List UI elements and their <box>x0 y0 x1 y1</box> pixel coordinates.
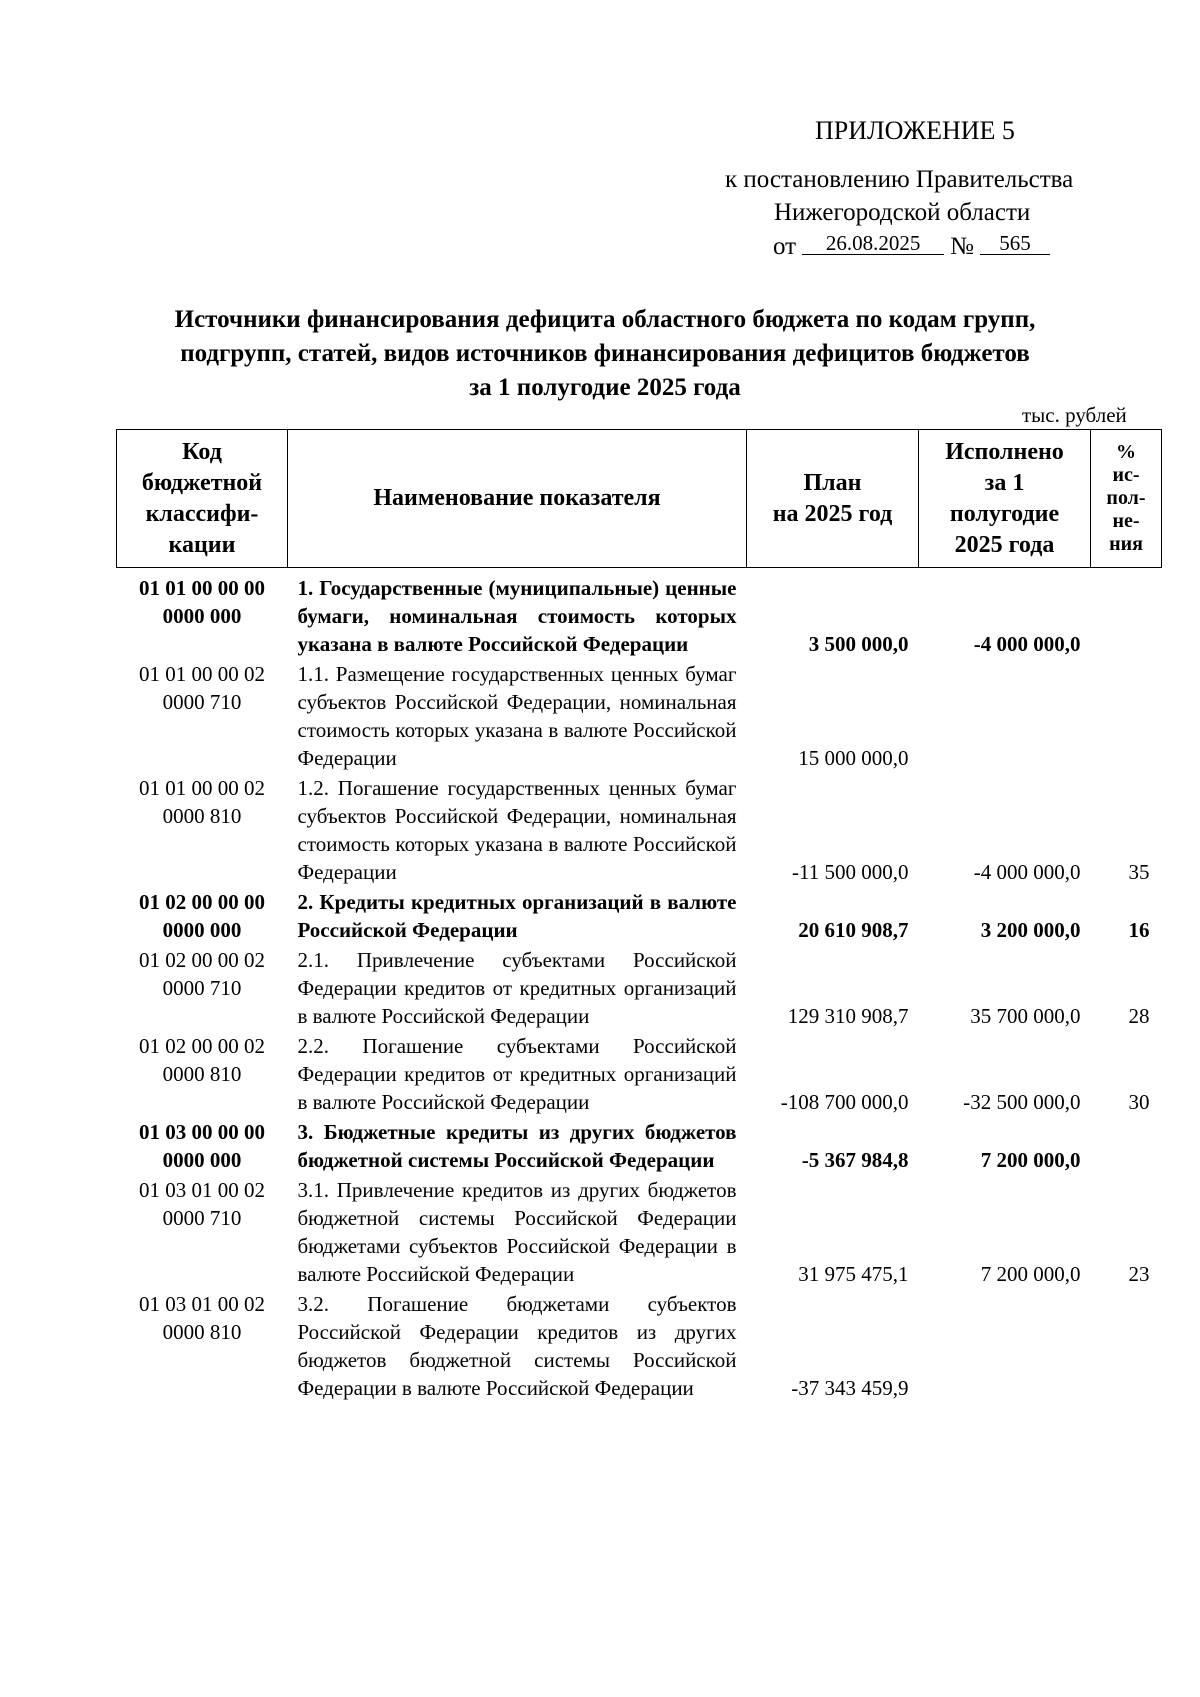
row-percent <box>1091 658 1162 772</box>
row-plan: -11 500 000,0 <box>792 860 909 884</box>
row-name: 1. Государственные (муниципальные) ценные бумаги, номинальная стоимость которых указана в валюте Российской Федерации <box>297 576 737 656</box>
row-plan: 20 610 908,7 <box>798 918 909 942</box>
row-executed <box>919 1288 1091 1402</box>
row-executed: 3 200 000,0 <box>980 918 1081 942</box>
row-plan: 31 975 475,1 <box>798 1262 909 1286</box>
row-percent: 16 <box>1128 918 1150 942</box>
row-executed: 35 700 000,0 <box>970 1004 1081 1028</box>
units-label: тыс. рублей <box>1022 403 1127 427</box>
region-name: Нижегородской области <box>774 199 1031 226</box>
table-header-row <box>117 430 1162 568</box>
title-line-1: Источники финансирования дефицита областного бюджета по кодам групп, <box>174 306 1036 333</box>
row-name: 3. Бюджетные кредиты из других бюджетов бюджетной системы Российской Федерации <box>297 1120 737 1172</box>
from-label: от <box>773 233 797 260</box>
row-code: 01 03 01 00 02 0000 710 <box>139 1178 265 1230</box>
table-body <box>117 568 1162 1403</box>
row-percent <box>1091 1288 1162 1402</box>
row-executed: -4 000 000,0 <box>973 860 1081 884</box>
row-plan: -37 343 459,9 <box>791 1376 909 1400</box>
row-name: 2.1. Привлечение субъектами Российской Федерации кредитов от кредитных организаций в валюте Российской Федерации <box>297 948 737 1028</box>
row-percent <box>1091 1116 1162 1174</box>
row-percent: 28 <box>1128 1004 1150 1028</box>
row-name: 2.2. Погашение субъектами Российской Федерации кредитов от кредитных организаций в валюте Российской Федерации <box>297 1034 737 1114</box>
row-name: 3.2. Погашение бюджетами субъектов Российской Федерации кредитов из других бюджетов бюджетной системы Российской Федерации в валюте Российской Федерации <box>297 1292 737 1400</box>
title-line-3: за 1 полугодие 2025 года <box>469 374 741 401</box>
resolution-date: 26.08.2025 <box>802 232 944 255</box>
row-percent: 35 <box>1128 860 1150 884</box>
table-row <box>117 658 1162 772</box>
resolution-date-line <box>773 232 1050 261</box>
row-executed <box>919 658 1091 772</box>
header-percent: % ис- пол- не- ния <box>1091 430 1162 568</box>
row-code: 01 02 00 00 02 0000 810 <box>139 1034 265 1086</box>
row-code: 01 03 01 00 02 0000 810 <box>139 1292 265 1344</box>
row-percent <box>1091 568 1162 659</box>
row-plan: 129 310 908,7 <box>787 1004 909 1028</box>
row-code: 01 01 00 00 02 0000 810 <box>139 776 265 828</box>
table-row <box>117 1288 1162 1402</box>
row-code: 01 01 00 00 02 0000 710 <box>139 662 265 714</box>
row-code: 01 02 00 00 02 0000 710 <box>139 948 265 1000</box>
row-executed: -32 500 000,0 <box>963 1090 1081 1114</box>
resolution-reference: к постановлению Правительства <box>725 166 1074 193</box>
header-code: Код бюджетной классифи- кации <box>117 430 288 568</box>
row-plan: -5 367 984,8 <box>801 1148 909 1172</box>
row-plan: 3 500 000,0 <box>808 632 909 656</box>
row-percent: 23 <box>1128 1262 1150 1286</box>
table-row <box>117 568 1162 659</box>
row-code: 01 02 00 00 00 0000 000 <box>139 890 265 942</box>
row-name: 3.1. Привлечение кредитов из других бюджетов бюджетной системы Российской Федерации бюджетами субъектов Российской Федерации в валюте Российской Федерации <box>297 1178 737 1286</box>
table-row <box>117 886 1162 944</box>
row-executed: 7 200 000,0 <box>980 1262 1081 1286</box>
table-row <box>117 1116 1162 1174</box>
row-plan: -108 700 000,0 <box>780 1090 909 1114</box>
row-name: 1.2. Погашение государственных ценных бумаг субъектов Российской Федерации, номинальная стоимость которых указана в валюте Российской Федерации <box>297 776 737 884</box>
row-code: 01 01 00 00 00 0000 000 <box>139 576 265 628</box>
header-name: Наименование показателя <box>288 430 747 568</box>
document-title <box>100 303 1110 405</box>
row-plan: 15 000 000,0 <box>798 746 909 770</box>
row-name: 1.1. Размещение государственных ценных бумаг субъектов Российской Федерации, номинальная стоимость которых указана в валюте Российской Федерации <box>297 662 737 770</box>
table-row <box>117 772 1162 886</box>
title-line-2: подгрупп, статей, видов источников финансирования дефицитов бюджетов <box>180 340 1030 367</box>
row-percent: 30 <box>1128 1090 1150 1114</box>
number-sign: № <box>950 233 974 260</box>
row-executed: -4 000 000,0 <box>973 632 1081 656</box>
row-executed: 7 200 000,0 <box>980 1148 1081 1172</box>
table-row <box>117 1174 1162 1288</box>
header-plan: План на 2025 год <box>747 430 919 568</box>
appendix-title: ПРИЛОЖЕНИЕ 5 <box>815 116 1015 145</box>
header-executed: Исполнено за 1 полугодие 2025 года <box>919 430 1091 568</box>
budget-sources-table <box>116 429 1162 1402</box>
row-code: 01 03 00 00 00 0000 000 <box>139 1120 265 1172</box>
row-name: 2. Кредиты кредитных организаций в валюте Российской Федерации <box>297 890 737 942</box>
resolution-number: 565 <box>980 232 1050 255</box>
table-row <box>117 944 1162 1030</box>
table-row <box>117 1030 1162 1116</box>
